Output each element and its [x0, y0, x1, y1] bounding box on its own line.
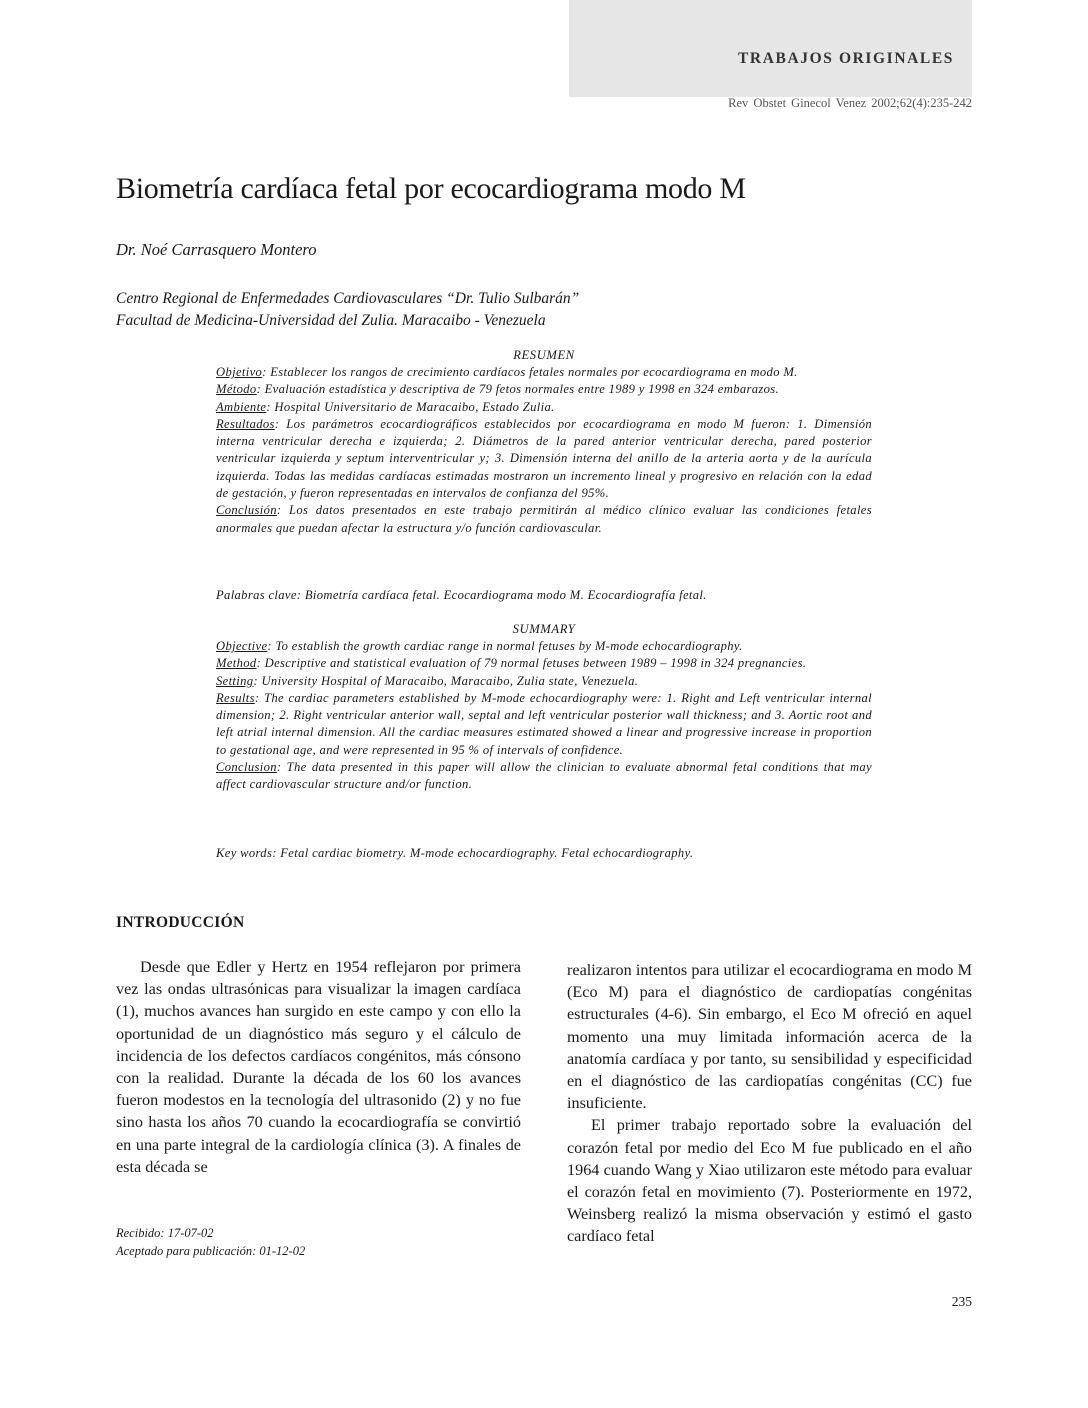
- body-column-left: [116, 956, 521, 1178]
- section-header-band: [569, 0, 972, 97]
- resumen-item-label: Resultados: [216, 416, 275, 431]
- summary-item: [216, 759, 872, 794]
- resumen-item: [216, 399, 872, 416]
- summary-block: [216, 621, 872, 794]
- resumen-item-label: Ambiente: [216, 399, 267, 414]
- affiliation-line: Facultad de Medicina-Universidad del Zulia. Maracaibo - Venezuela: [116, 312, 546, 329]
- resumen-item-label: Objetivo: [216, 365, 263, 379]
- author-name: Dr. Noé Carrasquero Montero: [116, 240, 317, 259]
- author-affiliation: [116, 288, 579, 332]
- summary-item: [216, 655, 872, 672]
- resumen-item: [216, 416, 872, 502]
- resumen-item-text: : Evaluación estadística y descriptiva de 79 fetos normales entre 1989 y 1998 en 324 embarazos.: [256, 382, 780, 397]
- summary-item-text: : To establish the growth cardiac range in normal fetuses by M-mode echocardiography.: [267, 639, 743, 653]
- summary-item: [216, 638, 872, 655]
- article-title: Biometría cardíaca fetal por ecocardiograma modo M: [116, 172, 746, 205]
- body-column-right: [567, 959, 972, 1248]
- summary-item-label: Conclusion: [216, 760, 277, 775]
- resumen-item: [216, 381, 872, 398]
- summary-item-label: Method: [216, 656, 257, 671]
- summary-item: [216, 673, 872, 690]
- summary-item-text: : The cardiac parameters established by M-mode echocardiography were: 1. Right and Left ventricular internal dimension; 2. Right ventricular anterior wall, septal and left ventricular posterior wall thickness; and 3. Aortic root and left atrial internal dimension. All the cardiac measures estimated showed a linear and progressive increase in proportion to gestational age, and were represented in 95 % of intervals of confidence.: [216, 690, 872, 757]
- received-date: Recibido: 17-07-02: [116, 1226, 214, 1240]
- resumen-heading: RESUMEN: [513, 348, 575, 362]
- section-label: TRABAJOS ORIGINALES: [737, 50, 954, 67]
- resumen-item-label: Método: [216, 382, 257, 397]
- resumen-item-text: : Hospital Universitario de Maracaibo, Estado Zulia.: [266, 399, 555, 414]
- affiliation-line: Centro Regional de Enfermedades Cardiovasculares “Dr. Tulio Sulbarán”: [116, 290, 580, 307]
- summary-item: [216, 690, 872, 759]
- introduction-heading: INTRODUCCIÓN: [116, 914, 245, 931]
- resumen-item: [216, 502, 872, 537]
- summary-item-text: : The data presented in this paper will allow the clinician to evaluate abnormal fetal conditions that may affect cardiovascular structure and/or function.: [216, 760, 872, 792]
- body-paragraph: realizaron intentos para utilizar el ecocardiograma en modo M (Eco M) para el diagnóstico de cardiopatías congénitas estructurales (4-6). Sin embargo, el Eco M ofreció en aquel momento una muy limitada información acerca de la anatomía cardíaca y por tanto, su sensibilidad y especificidad en el diagnóstico de las cardiopatías congénitas (CC) fue insuficiente.: [567, 961, 972, 1113]
- summary-item-text: : Descriptive and statistical evaluation of 79 normal fetuses between 1989 – 1998 in 324 pregnancies.: [256, 656, 807, 671]
- resumen-item: [216, 364, 872, 381]
- summary-item-label: Results: [216, 690, 255, 705]
- resumen-item-text: : Los datos presentados en este trabajo permitirán al médico clínico evaluar las condiciones fetales anormales que puedan afectar la estructura y/o función cardiovascular.: [216, 503, 872, 535]
- resumen-item-text: : Establecer los rangos de crecimiento cardíacos fetales normales por ecocardiograma en modo M.: [262, 365, 798, 379]
- summary-heading: SUMMARY: [512, 622, 576, 636]
- key-words: Key words: Fetal cardiac biometry. M-mode echocardiography. Fetal echocardiography.: [216, 846, 694, 860]
- summary-item-label: Objective: [216, 639, 268, 653]
- resumen-item-label: Conclusión: [216, 503, 277, 518]
- page-number: 235: [951, 1294, 972, 1309]
- journal-citation: Rev Obstet Ginecol Venez 2002;62(4):235-242: [728, 96, 972, 110]
- resumen-block: [216, 347, 872, 537]
- summary-item-text: : University Hospital of Maracaibo, Maracaibo, Zulia state, Venezuela.: [253, 673, 639, 688]
- palabras-clave: Palabras clave: Biometría cardíaca fetal. Ecocardiograma modo M. Ecocardiografía fetal.: [216, 588, 707, 602]
- accepted-date: Aceptado para publicación: 01-12-02: [116, 1244, 306, 1258]
- summary-item-label: Setting: [216, 673, 254, 688]
- body-paragraph: Desde que Edler y Hertz en 1954 reflejaron por primera vez las ondas ultrasónicas para visualizar la imagen cardíaca (1), muchos avances han surgido en este campo y con ello la oportunidad de un diagnóstico más seguro y el cálculo de incidencia de los defectos cardíacos congénitos, más cónsono con la realidad. Durante la década de los 60 los avances fueron modestos en la tecnología del ultrasonido (2) y no fue sino hasta los años 70 cuando la ecocardiografía se convirtió en una parte integral de la cardiología clínica (3). A finales de esta década se: [116, 958, 521, 1176]
- submission-dates: [116, 1224, 305, 1260]
- resumen-item-text: : Los parámetros ecocardiográficos establecidos por ecocardiograma en modo M fueron: 1. Dimensión interna ventricular derecha e izquierda; 2. Diámetros de la pared anterior ventricular derecha, pared posterior ventricular izquierda y septum interventricular y; 3. Dimensión interna del anillo de la arteria aorta y de la aurícula izquierda. Todas las medidas cardíacas estimadas mostraron un incremento lineal y progresivo en relación con la edad de gestación, y fueron representadas en intervalos de confianza del 95%.: [216, 416, 872, 501]
- body-paragraph: El primer trabajo reportado sobre la evaluación del corazón fetal por medio del Eco M fue publicado en el año 1964 cuando Wang y Xiao utilizaron este método para evaluar el corazón fetal en movimiento (7). Posteriormente en 1972, Weinsberg realizó la misma observación y estimó el gasto cardíaco fetal: [567, 1116, 972, 1246]
